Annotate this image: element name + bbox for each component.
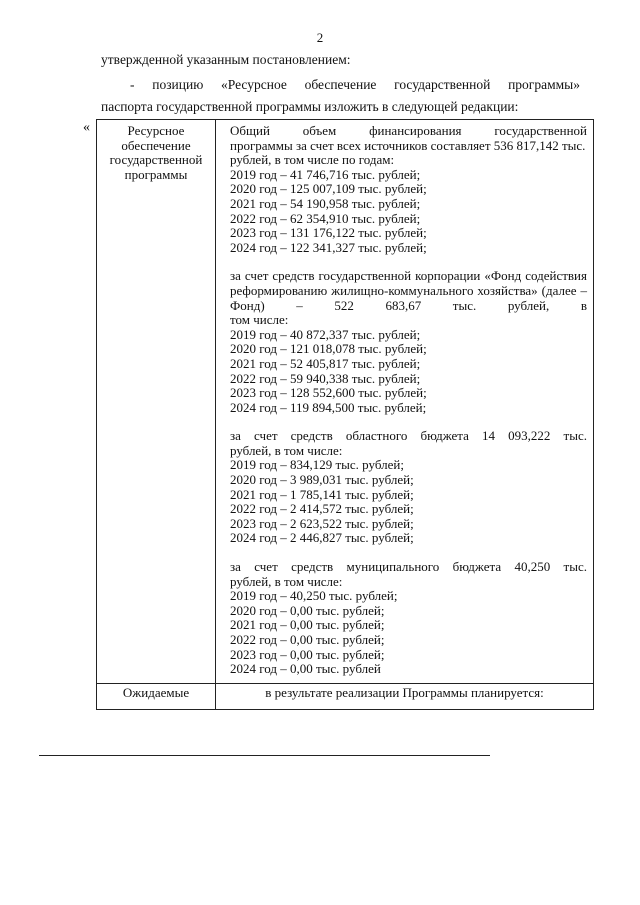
expected-results-label: Ожидаемые (122, 684, 190, 700)
municipal-year-line: 2024 год – 0,00 тыс. рублей (230, 661, 381, 677)
fund-year-line: 2024 год – 119 894,500 тыс. рублей; (230, 399, 427, 415)
regional-year-line: 2020 год – 3 989,031 тыс. рублей; (230, 472, 414, 488)
municipal-year-line: 2020 год – 0,00 тыс. рублей; (230, 602, 385, 618)
total-funding-intro-rest: программы за счет всех источников составляет 536 817,142 тыс. рублей, в том числе по годам: (230, 137, 586, 168)
intro-line-3: паспорта государственной программы изложить в следующей редакции: (101, 99, 519, 114)
fund-year-line: 2019 год – 40 872,337 тыс. рублей; (230, 326, 421, 342)
municipal-funding-intro: за счет средств муниципального бюджета 40,250 тыс. (230, 559, 587, 575)
total-year-line: 2022 год – 62 354,910 тыс. рублей; (230, 210, 421, 226)
fund-funding-intro: за счет средств государственной корпорации «Фонд содействия реформированию жилищно-коммунального хозяйства» (далее – Фонд) – 522 683,67 тыс. рублей, в (230, 268, 587, 313)
fund-year-line: 2023 год – 128 552,600 тыс. рублей; (230, 385, 427, 401)
resource-label: Ресурсное обеспечение государственной программы (109, 123, 203, 182)
resource-row (97, 120, 594, 684)
expected-results-text: в результате реализации Программы планируется: (265, 684, 544, 700)
resource-value-cell (216, 120, 594, 684)
total-funding-intro: Общий объем финансирования государственной (230, 123, 587, 138)
total-year-line: 2024 год – 122 341,327 тыс. рублей; (230, 239, 427, 255)
regional-year-line: 2023 год – 2 623,522 тыс. рублей; (230, 515, 414, 531)
total-year-line: 2020 год – 125 007,109 тыс. рублей; (230, 181, 427, 197)
municipal-year-line: 2019 год – 40,250 тыс. рублей; (230, 588, 398, 604)
regional-funding-block (230, 429, 587, 546)
regional-year-line: 2024 год – 2 446,827 тыс. рублей; (230, 530, 414, 546)
regional-year-line: 2019 год – 834,129 тыс. рублей; (230, 457, 404, 473)
total-year-line: 2021 год – 54 190,958 тыс. рублей; (230, 195, 421, 211)
regional-year-line: 2022 год – 2 414,572 тыс. рублей; (230, 501, 414, 517)
total-year-line: 2023 год – 131 176,122 тыс. рублей; (230, 225, 427, 241)
page-number: 2 (316, 30, 324, 45)
municipal-funding-block (230, 560, 587, 677)
expected-results-row (97, 683, 594, 709)
regional-funding-intro: за счет средств областного бюджета 14 093,222 тыс. (230, 428, 587, 444)
opening-quote-mark: « (83, 120, 90, 135)
expected-results-label-cell (97, 683, 216, 709)
municipal-year-line: 2021 год – 0,00 тыс. рублей; (230, 617, 385, 633)
municipal-funding-intro-rest: рублей, в том числе: (230, 573, 343, 589)
intro-line-2: - позицию «Ресурсное обеспечение государственной программы» (130, 77, 580, 92)
municipal-year-line: 2023 год – 0,00 тыс. рублей; (230, 646, 385, 662)
total-funding-block (230, 124, 587, 255)
footer-divider (39, 755, 490, 756)
fund-year-line: 2020 год – 121 018,078 тыс. рублей; (230, 341, 427, 357)
total-year-line: 2019 год – 41 746,716 тыс. рублей; (230, 166, 421, 182)
fund-year-line: 2022 год – 59 940,338 тыс. рублей; (230, 370, 421, 386)
fund-funding-intro-rest: том числе: (230, 312, 289, 328)
intro-line-1: утвержденной указанным постановлением: (101, 52, 351, 67)
fund-funding-block (230, 269, 587, 415)
expected-results-value-cell (216, 683, 594, 709)
municipal-year-line: 2022 год – 0,00 тыс. рублей; (230, 632, 385, 647)
fund-year-line: 2021 год – 52 405,817 тыс. рублей; (230, 355, 421, 371)
regional-year-line: 2021 год – 1 785,141 тыс. рублей; (230, 486, 414, 502)
resource-table (96, 119, 594, 710)
resource-label-cell (97, 120, 216, 684)
regional-funding-intro-rest: рублей, в том числе: (230, 442, 343, 458)
